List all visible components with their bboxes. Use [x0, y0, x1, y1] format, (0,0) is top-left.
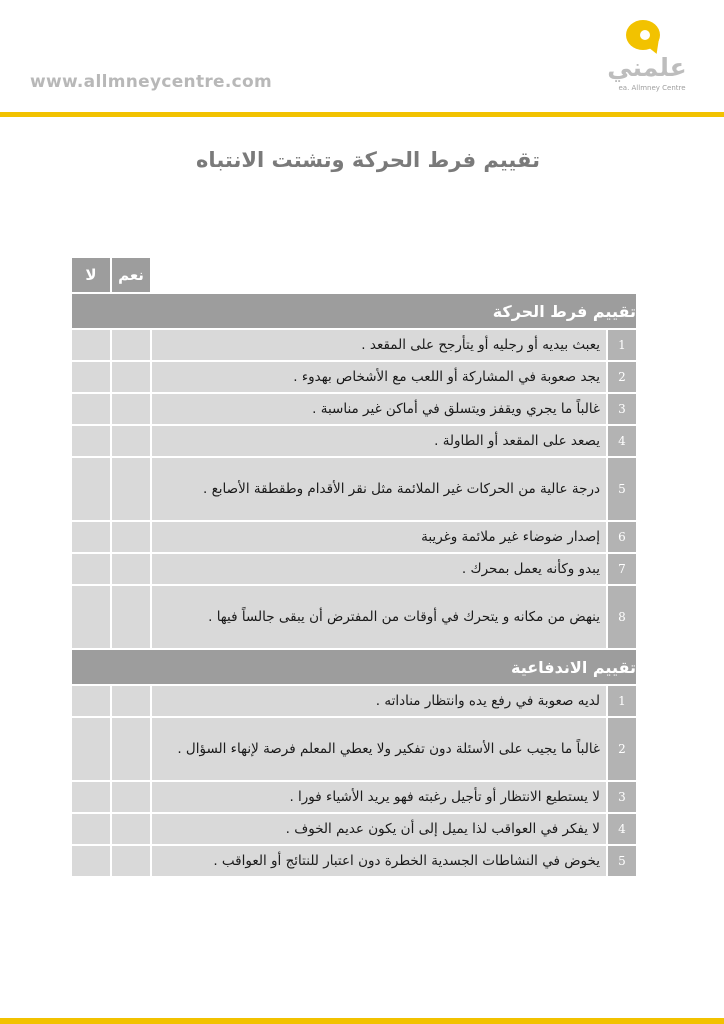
no-checkbox[interactable]	[71, 393, 111, 425]
assessment-table	[70, 256, 638, 878]
table-row	[71, 685, 637, 717]
item-number: 4	[607, 425, 637, 457]
logo-dot	[640, 30, 650, 40]
item-text: يبدو وكأنه يعمل بمحرك .	[151, 553, 607, 585]
yes-checkbox[interactable]	[111, 393, 151, 425]
section-header-impulsivity: تقييم الاندفاعية	[71, 649, 637, 685]
no-checkbox[interactable]	[71, 521, 111, 553]
item-text: لا يفكر في العواقب لذا يميل إلى أن يكون عديم الخوف .	[151, 813, 607, 845]
yes-checkbox[interactable]	[111, 845, 151, 877]
yes-checkbox[interactable]	[111, 329, 151, 361]
table-row	[71, 521, 637, 553]
table-row	[71, 717, 637, 781]
header-divider	[0, 112, 724, 117]
item-text: لديه صعوبة في رفع يده وانتظار مناداته .	[151, 685, 607, 717]
section-header-hyperactivity: تقييم فرط الحركة	[71, 293, 637, 329]
item-number: 8	[607, 585, 637, 649]
table-row	[71, 845, 637, 877]
website-url[interactable]: www.allmneycentre.com	[30, 72, 273, 92]
item-number: 5	[607, 457, 637, 521]
logo-arabic-text: علمني	[607, 53, 687, 82]
no-checkbox[interactable]	[71, 717, 111, 781]
table-row	[71, 393, 637, 425]
footer-divider	[0, 1018, 724, 1024]
yes-checkbox[interactable]	[111, 361, 151, 393]
no-checkbox[interactable]	[71, 685, 111, 717]
yes-checkbox[interactable]	[111, 457, 151, 521]
no-checkbox[interactable]	[71, 553, 111, 585]
yes-checkbox[interactable]	[111, 781, 151, 813]
item-number: 2	[607, 717, 637, 781]
item-text: يجد صعوبة في المشاركة أو اللعب مع الأشخاص بهدوء .	[151, 361, 607, 393]
logo-english-text: ea. Allmney Centre	[618, 84, 686, 92]
no-checkbox[interactable]	[71, 781, 111, 813]
no-checkbox[interactable]	[71, 425, 111, 457]
no-checkbox[interactable]	[71, 329, 111, 361]
table-row	[71, 361, 637, 393]
item-text: إصدار ضوضاء غير ملائمة وغريبة	[151, 521, 607, 553]
item-text: غالباً ما يجري ويقفز ويتسلق في أماكن غير مناسبة .	[151, 393, 607, 425]
item-number: 1	[607, 685, 637, 717]
table-row	[71, 425, 637, 457]
yes-checkbox[interactable]	[111, 553, 151, 585]
item-number: 3	[607, 393, 637, 425]
yes-checkbox[interactable]	[111, 813, 151, 845]
item-number: 6	[607, 521, 637, 553]
table-row	[71, 781, 637, 813]
brand-logo	[604, 18, 694, 96]
yes-checkbox[interactable]	[111, 425, 151, 457]
table-row	[71, 457, 637, 521]
yes-checkbox[interactable]	[111, 685, 151, 717]
item-number: 4	[607, 813, 637, 845]
column-header-no: لا	[71, 257, 111, 293]
no-checkbox[interactable]	[71, 457, 111, 521]
no-checkbox[interactable]	[71, 813, 111, 845]
item-number: 1	[607, 329, 637, 361]
item-text: يصعد على المقعد أو الطاولة .	[151, 425, 607, 457]
no-checkbox[interactable]	[71, 845, 111, 877]
item-text: ينهض من مكانه و يتحرك في أوقات من المفترض أن يبقى جالساً فيها .	[151, 585, 607, 649]
page-title: تقييم فرط الحركة وتشتت الانتباه	[196, 148, 540, 172]
item-text: درجة عالية من الحركات غير الملائمة مثل نقر الأقدام وطقطقة الأصابع .	[151, 457, 607, 521]
item-text: غالباً ما يجيب على الأسئلة دون تفكير ولا يعطي المعلم فرصة لإنهاء السؤال .	[151, 717, 607, 781]
yes-checkbox[interactable]	[111, 585, 151, 649]
item-number: 7	[607, 553, 637, 585]
item-text: يخوض في النشاطات الجسدية الخطرة دون اعتبار للنتائج أو العواقب .	[151, 845, 607, 877]
yes-checkbox[interactable]	[111, 521, 151, 553]
table-row	[71, 585, 637, 649]
table-row	[71, 813, 637, 845]
yes-checkbox[interactable]	[111, 717, 151, 781]
table-row	[71, 553, 637, 585]
no-checkbox[interactable]	[71, 585, 111, 649]
table-row	[71, 329, 637, 361]
column-header-yes: نعم	[111, 257, 151, 293]
item-number: 5	[607, 845, 637, 877]
table-header-row	[71, 257, 637, 293]
item-number: 2	[607, 361, 637, 393]
no-checkbox[interactable]	[71, 361, 111, 393]
item-text: لا يستطيع الانتظار أو تأجيل رغبته فهو يريد الأشياء فورا .	[151, 781, 607, 813]
item-number: 3	[607, 781, 637, 813]
item-text: يعبث بيديه أو رجليه أو يتأرجح على المقعد .	[151, 329, 607, 361]
